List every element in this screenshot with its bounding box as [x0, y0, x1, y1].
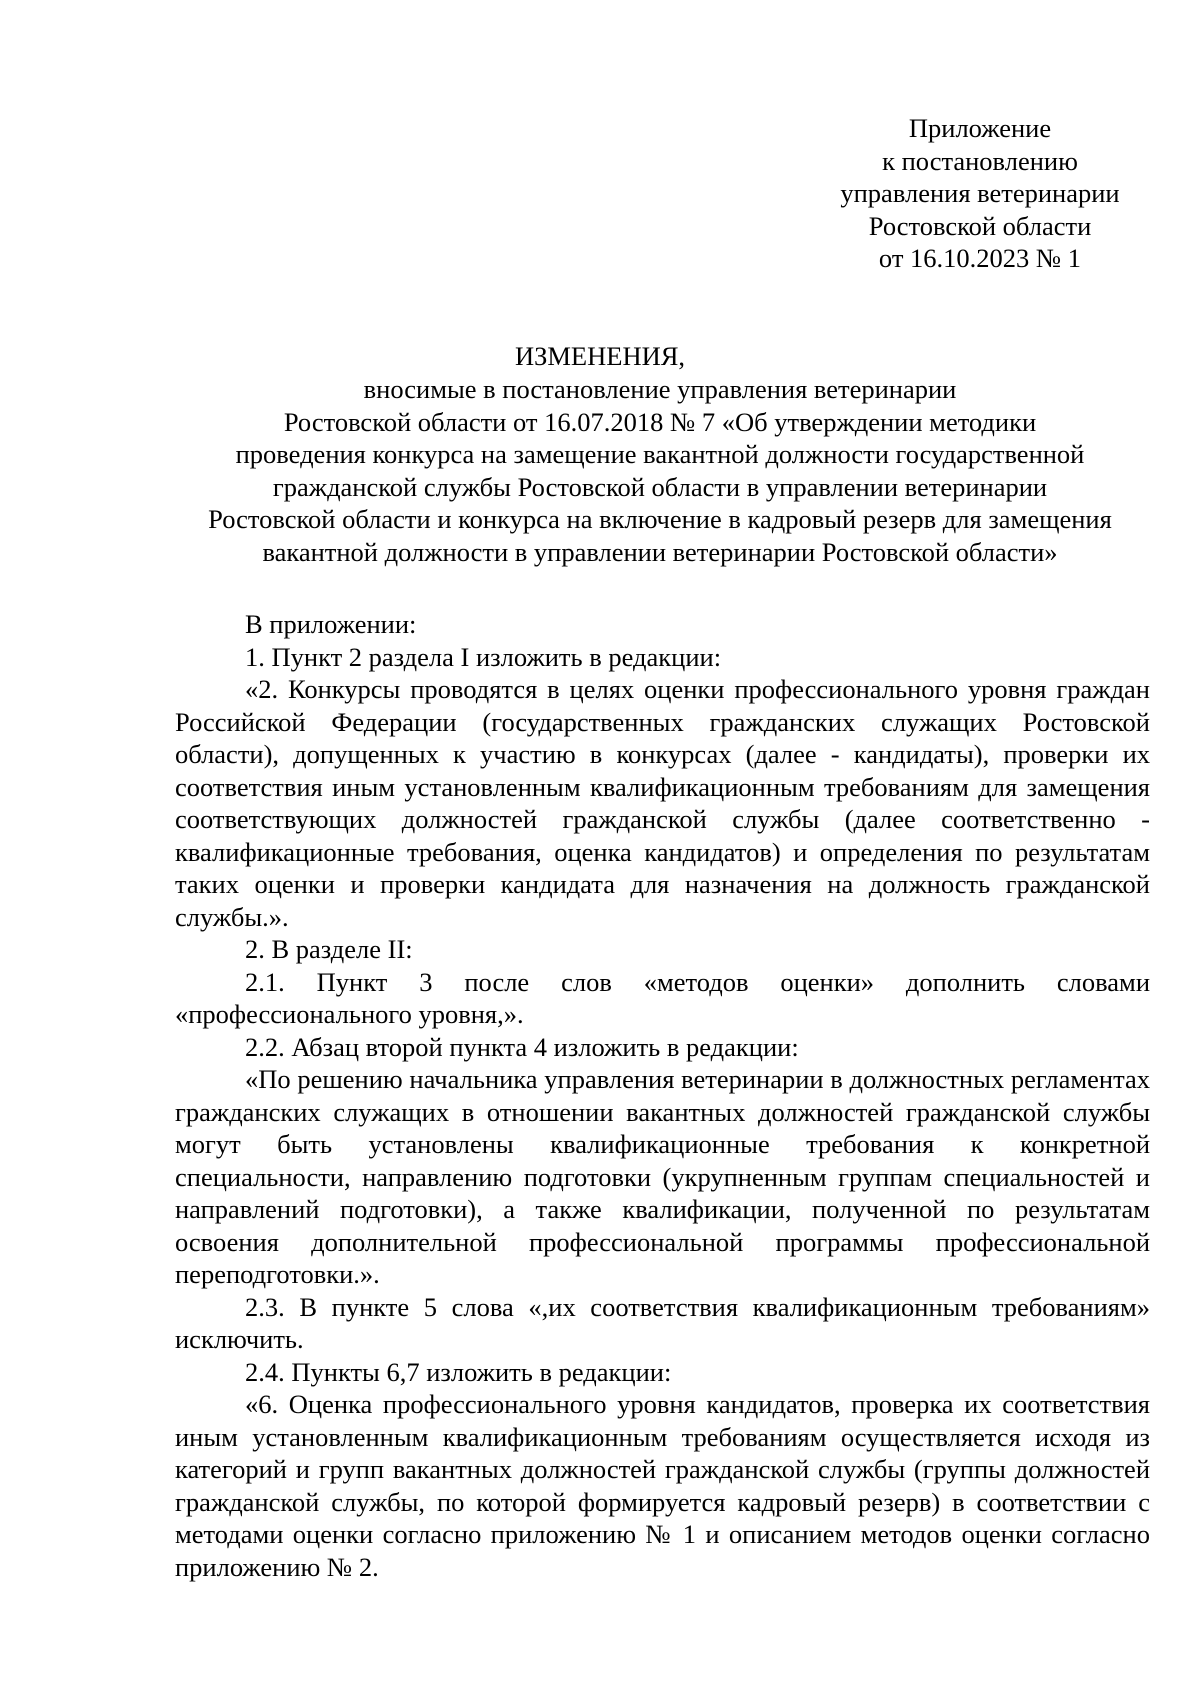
- subtitle-line: проведения конкурса на замещение вакантной должности государственной: [235, 439, 1085, 469]
- appendix-header: [820, 112, 1140, 275]
- document-subtitle: [170, 373, 1150, 568]
- body-paragraph: 2. В разделе II:: [245, 934, 413, 964]
- appendix-issuer: управления ветеринарии: [840, 178, 1120, 208]
- document-title: ИЗМЕНЕНИЯ,: [514, 341, 686, 371]
- body-paragraph: 2.4. Пункты 6,7 изложить в редакции:: [245, 1356, 672, 1387]
- subtitle-line: вносимые в постановление управления ветеринарии: [363, 374, 957, 404]
- body-paragraph: 2.1. Пункт 3 после слов «методов оценки» дополнить словами «профессионального уровня,».: [175, 966, 1150, 1029]
- appendix-reference: к постановлению: [882, 145, 1078, 176]
- subtitle-line: вакантной должности в управлении ветеринарии Ростовской области»: [262, 536, 1058, 567]
- appendix-region: Ростовской области: [868, 210, 1092, 241]
- document-body: [175, 608, 1150, 1583]
- subtitle-line: Ростовской области и конкурса на включение в кадровый резерв для замещения: [208, 504, 1112, 534]
- body-paragraph: 1. Пункт 2 раздела I изложить в редакции:: [245, 641, 722, 672]
- body-paragraph: «По решению начальника управления ветеринарии в должностных регламентах гражданских служащих в отношении вакантных должностей гражданской службы могут быть установлены квалификационные требования к конкретной специальности, направлению подготовки (укрупненным группам специальностей и направлений подготовки), а также квалификации, полученной по результатам освоения дополнительной профессиональной программы профессиональной переподготовки.».: [175, 1064, 1150, 1289]
- subtitle-line: гражданской службы Ростовской области в управлении ветеринарии: [272, 471, 1048, 502]
- body-paragraph: В приложении:: [245, 609, 417, 639]
- body-paragraph: «6. Оценка профессионального уровня кандидатов, проверка их соответствия иным установленным квалификационным требованиям осуществляется исходя из категорий и групп вакантных должностей гражданской службы (группы должностей гражданской службы, по которой формируется кадровый резерв) в соответствии с методами оценки согласно приложению № 1 и описанием методов оценки согласно приложению № 2.: [175, 1389, 1150, 1582]
- appendix-label: Приложение: [908, 113, 1052, 143]
- body-paragraph: 2.3. В пункте 5 слова «,их соответствия квалификационным требованиям» исключить.: [175, 1291, 1150, 1354]
- subtitle-line: Ростовской области от 16.07.2018 № 7 «Об утверждении методики: [283, 406, 1037, 437]
- body-paragraph: 2.2. Абзац второй пункта 4 изложить в редакции:: [245, 1031, 799, 1062]
- appendix-date-number: от 16.10.2023 № 1: [878, 243, 1082, 273]
- body-paragraph: «2. Конкурсы проводятся в целях оценки профессионального уровня граждан Российской Федерации (государственных гражданских служащих Ростовской области), допущенных к участию в конкурсах (далее - кандидаты), проверки их соответствия иным установленным квалификационным требованиям для замещения соответствующих должностей гражданской службы (далее соответственно - квалификационные требования, оценка кандидатов) и определения по результатам таких оценки и проверки кандидата для назначения на должность гражданской службы.».: [175, 674, 1150, 932]
